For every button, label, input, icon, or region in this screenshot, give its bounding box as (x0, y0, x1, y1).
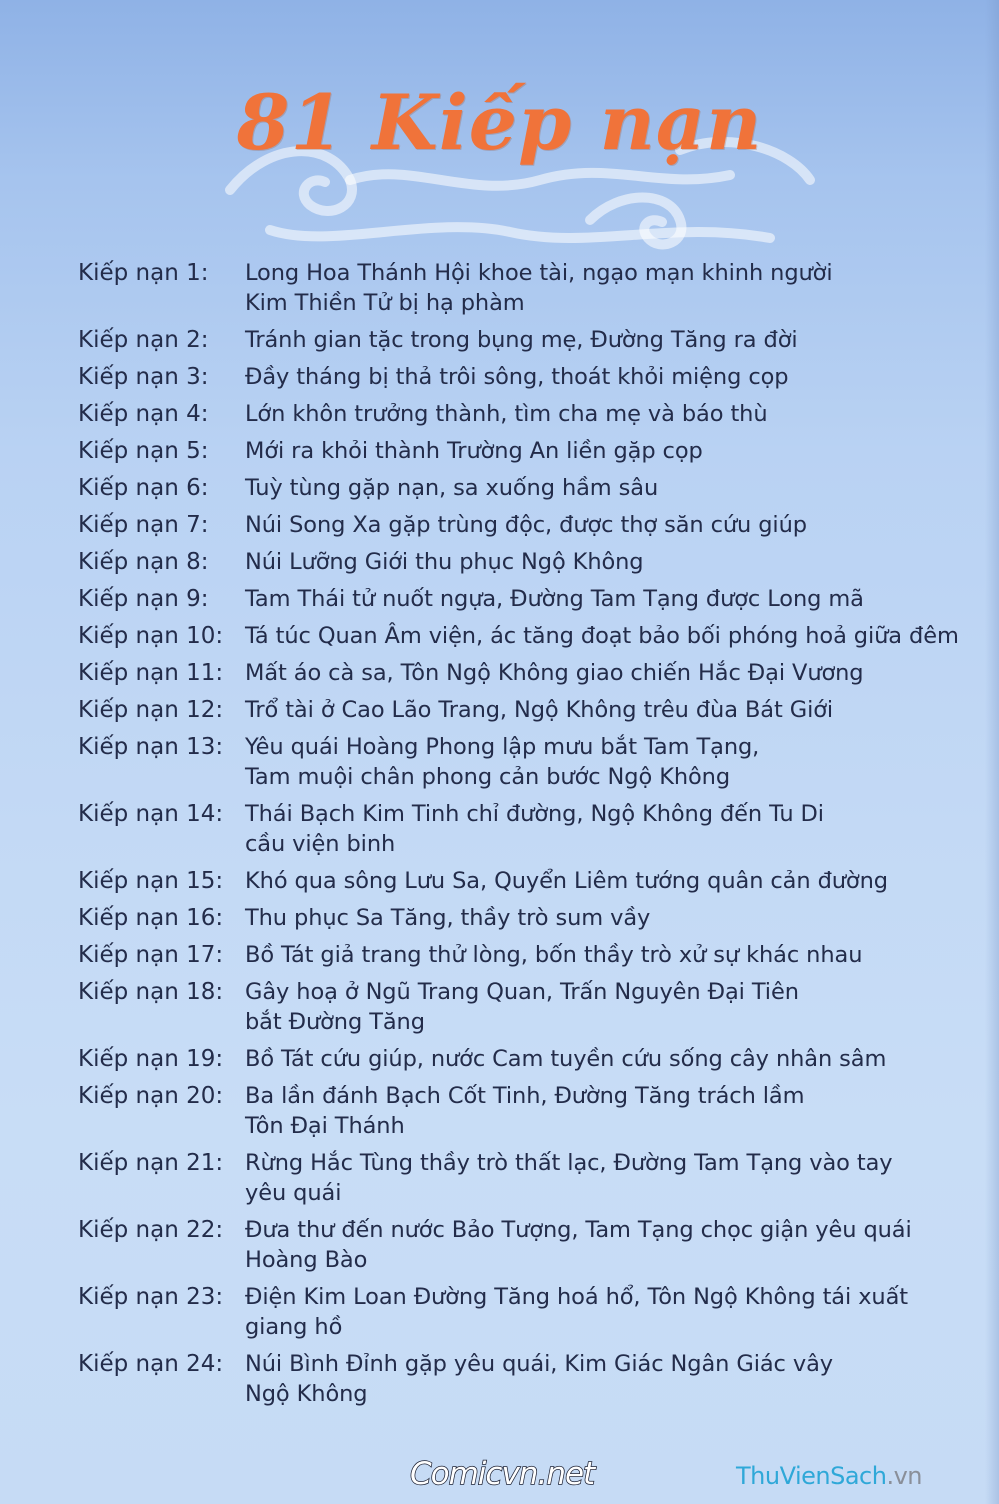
item-text-line: Ngộ Không (245, 1381, 368, 1407)
item-text (245, 903, 958, 933)
item-text-line: Đưa thư đến nước Bảo Tượng, Tam Tạng chọc giận yêu quái (245, 1217, 912, 1243)
item-text-line: Trổ tài ở Cao Lão Trang, Ngộ Không trêu đùa Bát Giới (245, 697, 834, 723)
item-text (245, 621, 959, 651)
item-label: Kiếp nạn 9: (78, 586, 209, 612)
item-text-line: bắt Đường Tăng (245, 1009, 425, 1035)
item-text-line: Mới ra khỏi thành Trường An liền gặp cọp (245, 438, 703, 464)
item-text (245, 658, 958, 688)
item-text-line: Hoàng Bào (245, 1247, 368, 1273)
item-label: Kiếp nạn 8: (78, 549, 209, 575)
item-text-line: Tam muội chân phong cản bước Ngộ Không (245, 764, 731, 790)
item-text (245, 584, 958, 614)
list-item (78, 1148, 958, 1208)
list-item (78, 1044, 958, 1074)
list-item (78, 547, 958, 577)
item-text (245, 1081, 958, 1141)
item-text-line: Tránh gian tặc trong bụng mẹ, Đường Tăng ra đời (245, 327, 798, 353)
item-text (245, 547, 958, 577)
item-text (245, 1148, 958, 1208)
item-text (245, 799, 958, 859)
item-text (245, 1044, 958, 1074)
list-item (78, 399, 958, 429)
item-text (245, 362, 958, 392)
item-label: Kiếp nạn 12: (78, 697, 224, 723)
item-text-line: Khó qua sông Lưu Sa, Quyển Liêm tướng quân cản đường (245, 868, 888, 894)
item-text (245, 866, 958, 896)
item-text-line: Bồ Tát giả trang thử lòng, bốn thầy trò xử sự khác nhau (245, 942, 863, 968)
item-text-line: Rừng Hắc Tùng thầy trò thất lạc, Đường Tam Tạng vào tay (245, 1150, 893, 1176)
list-item (78, 940, 958, 970)
item-label: Kiếp nạn 7: (78, 512, 209, 538)
item-label: Kiếp nạn 24: (78, 1351, 224, 1377)
item-text-line: cầu viện binh (245, 831, 396, 857)
item-label: Kiếp nạn 22: (78, 1217, 224, 1243)
item-label: Kiếp nạn 6: (78, 475, 209, 501)
item-label: Kiếp nạn 21: (78, 1150, 224, 1176)
item-text (245, 436, 958, 466)
item-text (245, 473, 958, 503)
list-item (78, 362, 958, 392)
item-text (245, 695, 958, 725)
list-item (78, 866, 958, 896)
item-text (245, 399, 958, 429)
list-item (78, 621, 958, 651)
item-label: Kiếp nạn 20: (78, 1083, 224, 1109)
list-item (78, 695, 958, 725)
list-item (78, 510, 958, 540)
list-item (78, 473, 958, 503)
item-text (245, 325, 958, 355)
item-label: Kiếp nạn 2: (78, 327, 209, 353)
item-text-line: Tá túc Quan Âm viện, ác tăng đoạt bảo bối phóng hoả giữa đêm (245, 623, 959, 649)
item-text (245, 258, 958, 318)
item-label: Kiếp nạn 17: (78, 942, 224, 968)
item-label: Kiếp nạn 1: (78, 260, 209, 286)
list-item (78, 258, 958, 318)
item-label: Kiếp nạn 10: (78, 623, 224, 649)
item-text-line: Tuỳ tùng gặp nạn, sa xuống hầm sâu (245, 475, 659, 501)
item-text-line: Long Hoa Thánh Hội khoe tài, ngạo mạn khinh người (245, 260, 833, 286)
list-item (78, 1282, 958, 1342)
item-label: Kiếp nạn 15: (78, 868, 224, 894)
item-text-line: Núi Bình Đỉnh gặp yêu quái, Kim Giác Ngân Giác vây (245, 1351, 833, 1377)
item-text-line: Bồ Tát cứu giúp, nước Cam tuyền cứu sống cây nhân sâm (245, 1046, 887, 1072)
watermark-comicvn: Comicvn.net (410, 1456, 595, 1492)
item-text-line: Ba lần đánh Bạch Cốt Tinh, Đường Tăng trách lầm (245, 1083, 805, 1109)
item-label: Kiếp nạn 11: (78, 660, 224, 686)
item-text (245, 977, 958, 1037)
list-item (78, 436, 958, 466)
item-text (245, 732, 958, 792)
item-text-line: Kim Thiền Tử bị hạ phàm (245, 290, 525, 316)
item-label: Kiếp nạn 16: (78, 905, 224, 931)
watermark-thuviensach-main: ThuVienSach (736, 1462, 887, 1490)
item-text-line: Tam Thái tử nuốt ngựa, Đường Tam Tạng được Long mã (245, 586, 864, 612)
list-item (78, 325, 958, 355)
list-item (78, 732, 958, 792)
watermark-thuviensach (736, 1462, 922, 1490)
watermark-thuviensach-domain: .vn (886, 1462, 923, 1490)
item-text-line: Thu phục Sa Tăng, thầy trò sum vầy (245, 905, 651, 931)
item-label: Kiếp nạn 14: (78, 801, 224, 827)
item-text (245, 1282, 958, 1342)
hardship-list (78, 258, 958, 1416)
item-label: Kiếp nạn 23: (78, 1284, 224, 1310)
page-title: 81 Kiếp nạn (236, 78, 763, 167)
page-edge-shadow (985, 0, 999, 1504)
item-label: Kiếp nạn 5: (78, 438, 209, 464)
list-item (78, 1215, 958, 1275)
item-text-line: Lớn khôn trưởng thành, tìm cha mẹ và báo thù (245, 401, 768, 427)
item-text-line: Núi Song Xa gặp trùng độc, được thợ săn cứu giúp (245, 512, 807, 538)
item-label: Kiếp nạn 19: (78, 1046, 224, 1072)
item-text-line: Điện Kim Loan Đường Tăng hoá hổ, Tôn Ngộ Không tái xuất (245, 1284, 908, 1310)
item-text-line: Mất áo cà sa, Tôn Ngộ Không giao chiến Hắc Đại Vương (245, 660, 864, 686)
list-item (78, 1349, 958, 1409)
item-text (245, 510, 958, 540)
item-text-line: Núi Lưỡng Giới thu phục Ngộ Không (245, 549, 644, 575)
item-text-line: giang hồ (245, 1314, 343, 1340)
item-label: Kiếp nạn 3: (78, 364, 209, 390)
item-text-line: Yêu quái Hoàng Phong lập mưu bắt Tam Tạng, (245, 734, 760, 760)
list-item (78, 584, 958, 614)
item-text-line: Đầy tháng bị thả trôi sông, thoát khỏi miệng cọp (245, 364, 789, 390)
list-item (78, 1081, 958, 1141)
item-text-line: yêu quái (245, 1180, 342, 1206)
item-label: Kiếp nạn 4: (78, 401, 209, 427)
item-text (245, 1349, 958, 1409)
list-item (78, 903, 958, 933)
item-text-line: Gây hoạ ở Ngũ Trang Quan, Trấn Nguyên Đại Tiên (245, 979, 799, 1005)
item-text (245, 940, 958, 970)
item-text-line: Thái Bạch Kim Tinh chỉ đường, Ngộ Không đến Tu Di (245, 801, 824, 827)
item-text (245, 1215, 958, 1275)
item-text-line: Tôn Đại Thánh (245, 1113, 405, 1139)
list-item (78, 658, 958, 688)
list-item (78, 799, 958, 859)
list-item (78, 977, 958, 1037)
item-label: Kiếp nạn 13: (78, 734, 224, 760)
item-label: Kiếp nạn 18: (78, 979, 224, 1005)
